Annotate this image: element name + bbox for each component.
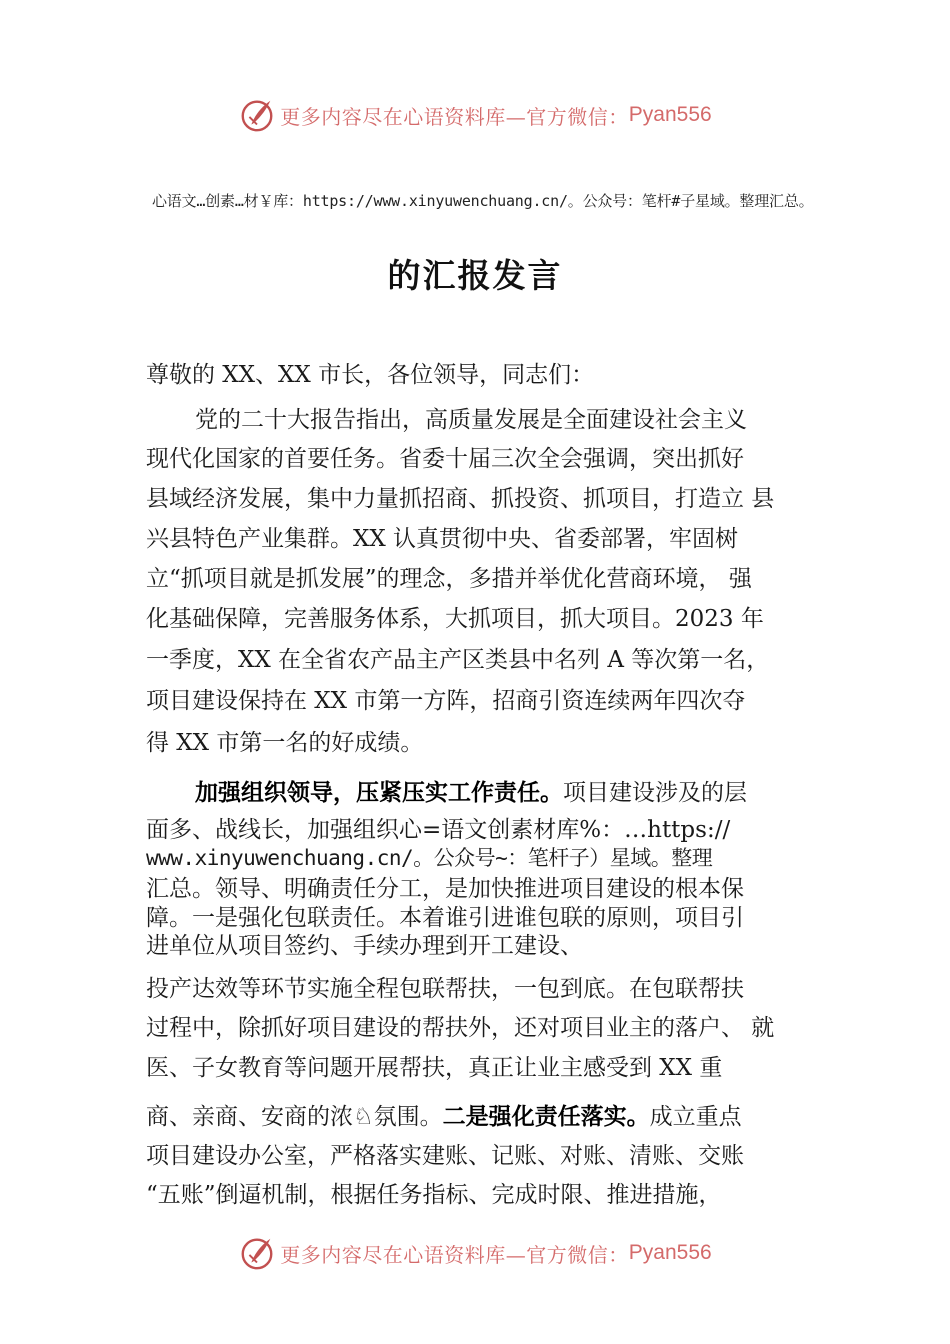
paragraph-text: 成立重点 — [649, 1104, 742, 1130]
document-title: 的汇报发言 — [387, 256, 563, 295]
paragraph-line: 投产达效等环节实施全程包联帮扶，一包到底。在包联帮扶 — [146, 976, 744, 1002]
paragraph-line: 化基础保障，完善服务体系，大抓项目，抓大项目。2023 年 — [146, 606, 764, 632]
paragraph-line: 立“抓项目就是抓发展”的理念，多措并举优化营商环境， 强 — [146, 566, 752, 592]
garbled-glyph: ♘ — [353, 1104, 374, 1130]
paragraph-text: 项目建设涉及的层 — [563, 780, 747, 806]
paragraph-line — [195, 774, 747, 807]
quill-seal-icon — [238, 1234, 276, 1272]
paragraph-line: 县域经济发展，集中力量抓招商、抓投资、抓项目，打造立 县 — [146, 486, 775, 512]
paragraph-line: 医、子女教育等问题开展帮扶，真正让业主感受到 XX 重 — [146, 1055, 723, 1081]
paragraph-line: 一季度，XX 在全省农产品主产区类县中名列 A 等次第一名， — [146, 647, 770, 673]
paragraph-line — [146, 1098, 742, 1131]
paragraph-line: 项目建设办公室，严格落实建账、记账、对账、清账、交账 — [146, 1143, 744, 1169]
quill-seal-icon — [238, 96, 276, 134]
banner-text: 更多内容尽在心语资料库—官方微信： — [280, 104, 629, 129]
banner-wechat-id: Pyan556 — [628, 103, 712, 126]
paragraph-line: 障。一是强化包联责任。本着谁引进谁包联的原则，项目引 — [146, 905, 744, 931]
paragraph-line: “五账”倒逼机制，根据任务指标、完成时限、推进措施， — [146, 1182, 722, 1208]
section-heading: 加强组织领导，压紧压实工作责任。 — [195, 780, 563, 806]
paragraph-line: 兴县特色产业集群。XX 认真贯彻中央、省委部署，牢固树 — [146, 526, 739, 552]
paragraph-line: www.xinyuwenchuang.cn/。公众号~：笔杆子）星域。整理 — [146, 846, 713, 870]
paragraph-line: 得 XX 市第一名的好成绩。 — [146, 730, 424, 756]
footer-banner — [0, 1231, 950, 1275]
paragraph-line: 过程中，除抓好项目建设的帮扶外，还对项目业主的落户、 就 — [146, 1015, 775, 1041]
salutation: 尊敬的 XX、XX 市长，各位领导，同志们： — [146, 362, 595, 388]
paragraph-text: 商、亲商、安商的浓 — [146, 1104, 353, 1130]
paragraph-line: 项目建设保持在 XX 市第一方阵，招商引资连续两年四次夺 — [146, 688, 746, 714]
banner-text: 更多内容尽在心语资料库—官方微信： — [280, 1242, 629, 1267]
banner-wechat-id: Pyan556 — [628, 1241, 712, 1264]
source-note: 心语文…创素…材￥库：https://www.xinyuwenchuang.cn/。公众号：笔杆#子星域。整理汇总。 — [152, 192, 814, 210]
header-banner — [0, 93, 950, 137]
paragraph-line: 现代化国家的首要任务。省委十届三次全会强调，突出抓好 — [146, 446, 744, 472]
paragraph-line: 进单位从项目签约、手续办理到开工建设、 — [146, 933, 583, 959]
section-heading: 二是强化责任落实。 — [442, 1104, 650, 1130]
paragraph-line: 党的二十大报告指出，高质量发展是全面建设社会主义 — [195, 407, 747, 433]
paragraph-line: 面多、战线长，加强组织心=语文创素材库%：…https:// — [146, 817, 731, 843]
paragraph-line: 汇总。领导、明确责任分工，是加快推进项目建设的根本保 — [146, 876, 744, 902]
paragraph-text: 氛围。 — [373, 1104, 443, 1130]
